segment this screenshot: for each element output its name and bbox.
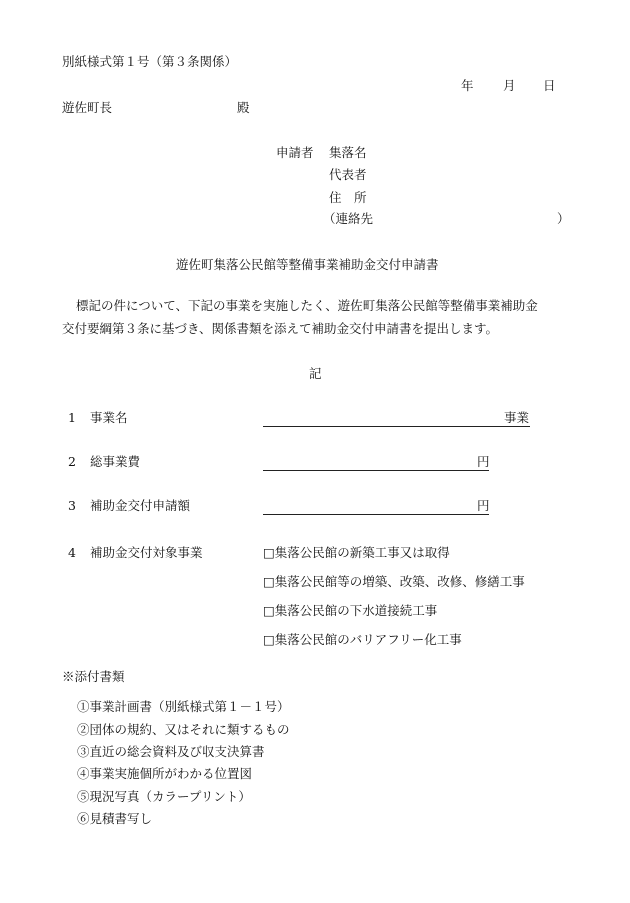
attachments-heading: ※添付書類: [62, 669, 125, 684]
item-number: 1: [68, 410, 76, 425]
honorific: 殿: [237, 100, 250, 115]
target-option-checkbox[interactable]: □集落公民館の下水道接続工事: [263, 603, 438, 618]
applicant-contact-close: ）: [557, 211, 570, 226]
item-number: 3: [68, 498, 76, 513]
applicant-field-address: 住 所: [329, 190, 367, 205]
project-name-underline: [263, 426, 530, 427]
date-year-label: 年: [461, 78, 474, 93]
item-label-total-cost: 総事業費: [90, 454, 141, 469]
applicant-field-representative: 代表者: [329, 167, 367, 182]
date-day-label: 日: [543, 78, 556, 93]
attachment-item: ⑥見積書写し: [77, 811, 153, 826]
item-suffix-project: 事業: [504, 410, 530, 425]
item-number: 2: [68, 454, 76, 469]
applicant-field-settlement: 集落名: [329, 145, 367, 160]
item-label-subsidy-amount: 補助金交付申請額: [90, 498, 191, 513]
applicant-contact-open: （連絡先: [323, 211, 374, 226]
ki-heading: 記: [309, 366, 322, 381]
attachment-item: ②団体の規約、又はそれに類するもの: [77, 722, 290, 737]
target-option-checkbox[interactable]: □集落公民館のバリアフリー化工事: [263, 632, 462, 647]
item-suffix-yen: 円: [477, 454, 490, 469]
form-number-label: 別紙様式第１号（第３条関係）: [62, 54, 238, 69]
item-number: 4: [68, 545, 76, 560]
attachment-item: ③直近の総会資料及び収支決算書: [77, 744, 265, 759]
attachment-item: ①事業計画書（別紙様式第１－１号）: [77, 699, 290, 714]
item-label-project-name: 事業名: [90, 410, 128, 425]
subsidy-amount-underline: [263, 514, 489, 515]
addressee: 遊佐町長: [62, 100, 113, 115]
attachment-item: ⑤現況写真（カラープリント）: [77, 789, 251, 804]
body-line-1: 標記の件について、下記の事業を実施したく、遊佐町集落公民館等整備事業補助金: [76, 298, 538, 313]
applicant-label: 申請者: [276, 145, 314, 160]
item-label-target-project: 補助金交付対象事業: [90, 545, 203, 560]
target-option-checkbox[interactable]: □集落公民館の新築工事又は取得: [263, 545, 450, 560]
attachment-item: ④事業実施個所がわかる位置図: [77, 766, 253, 781]
total-cost-underline: [263, 470, 489, 471]
target-option-checkbox[interactable]: □集落公民館等の増築、改築、改修、修繕工事: [263, 574, 525, 589]
document-title: 遊佐町集落公民館等整備事業補助金交付申請書: [176, 257, 439, 272]
item-suffix-yen: 円: [477, 498, 490, 513]
body-line-2: 交付要綱第３条に基づき、関係書類を添えて補助金交付申請書を提出します。: [62, 321, 499, 336]
date-month-label: 月: [503, 78, 516, 93]
